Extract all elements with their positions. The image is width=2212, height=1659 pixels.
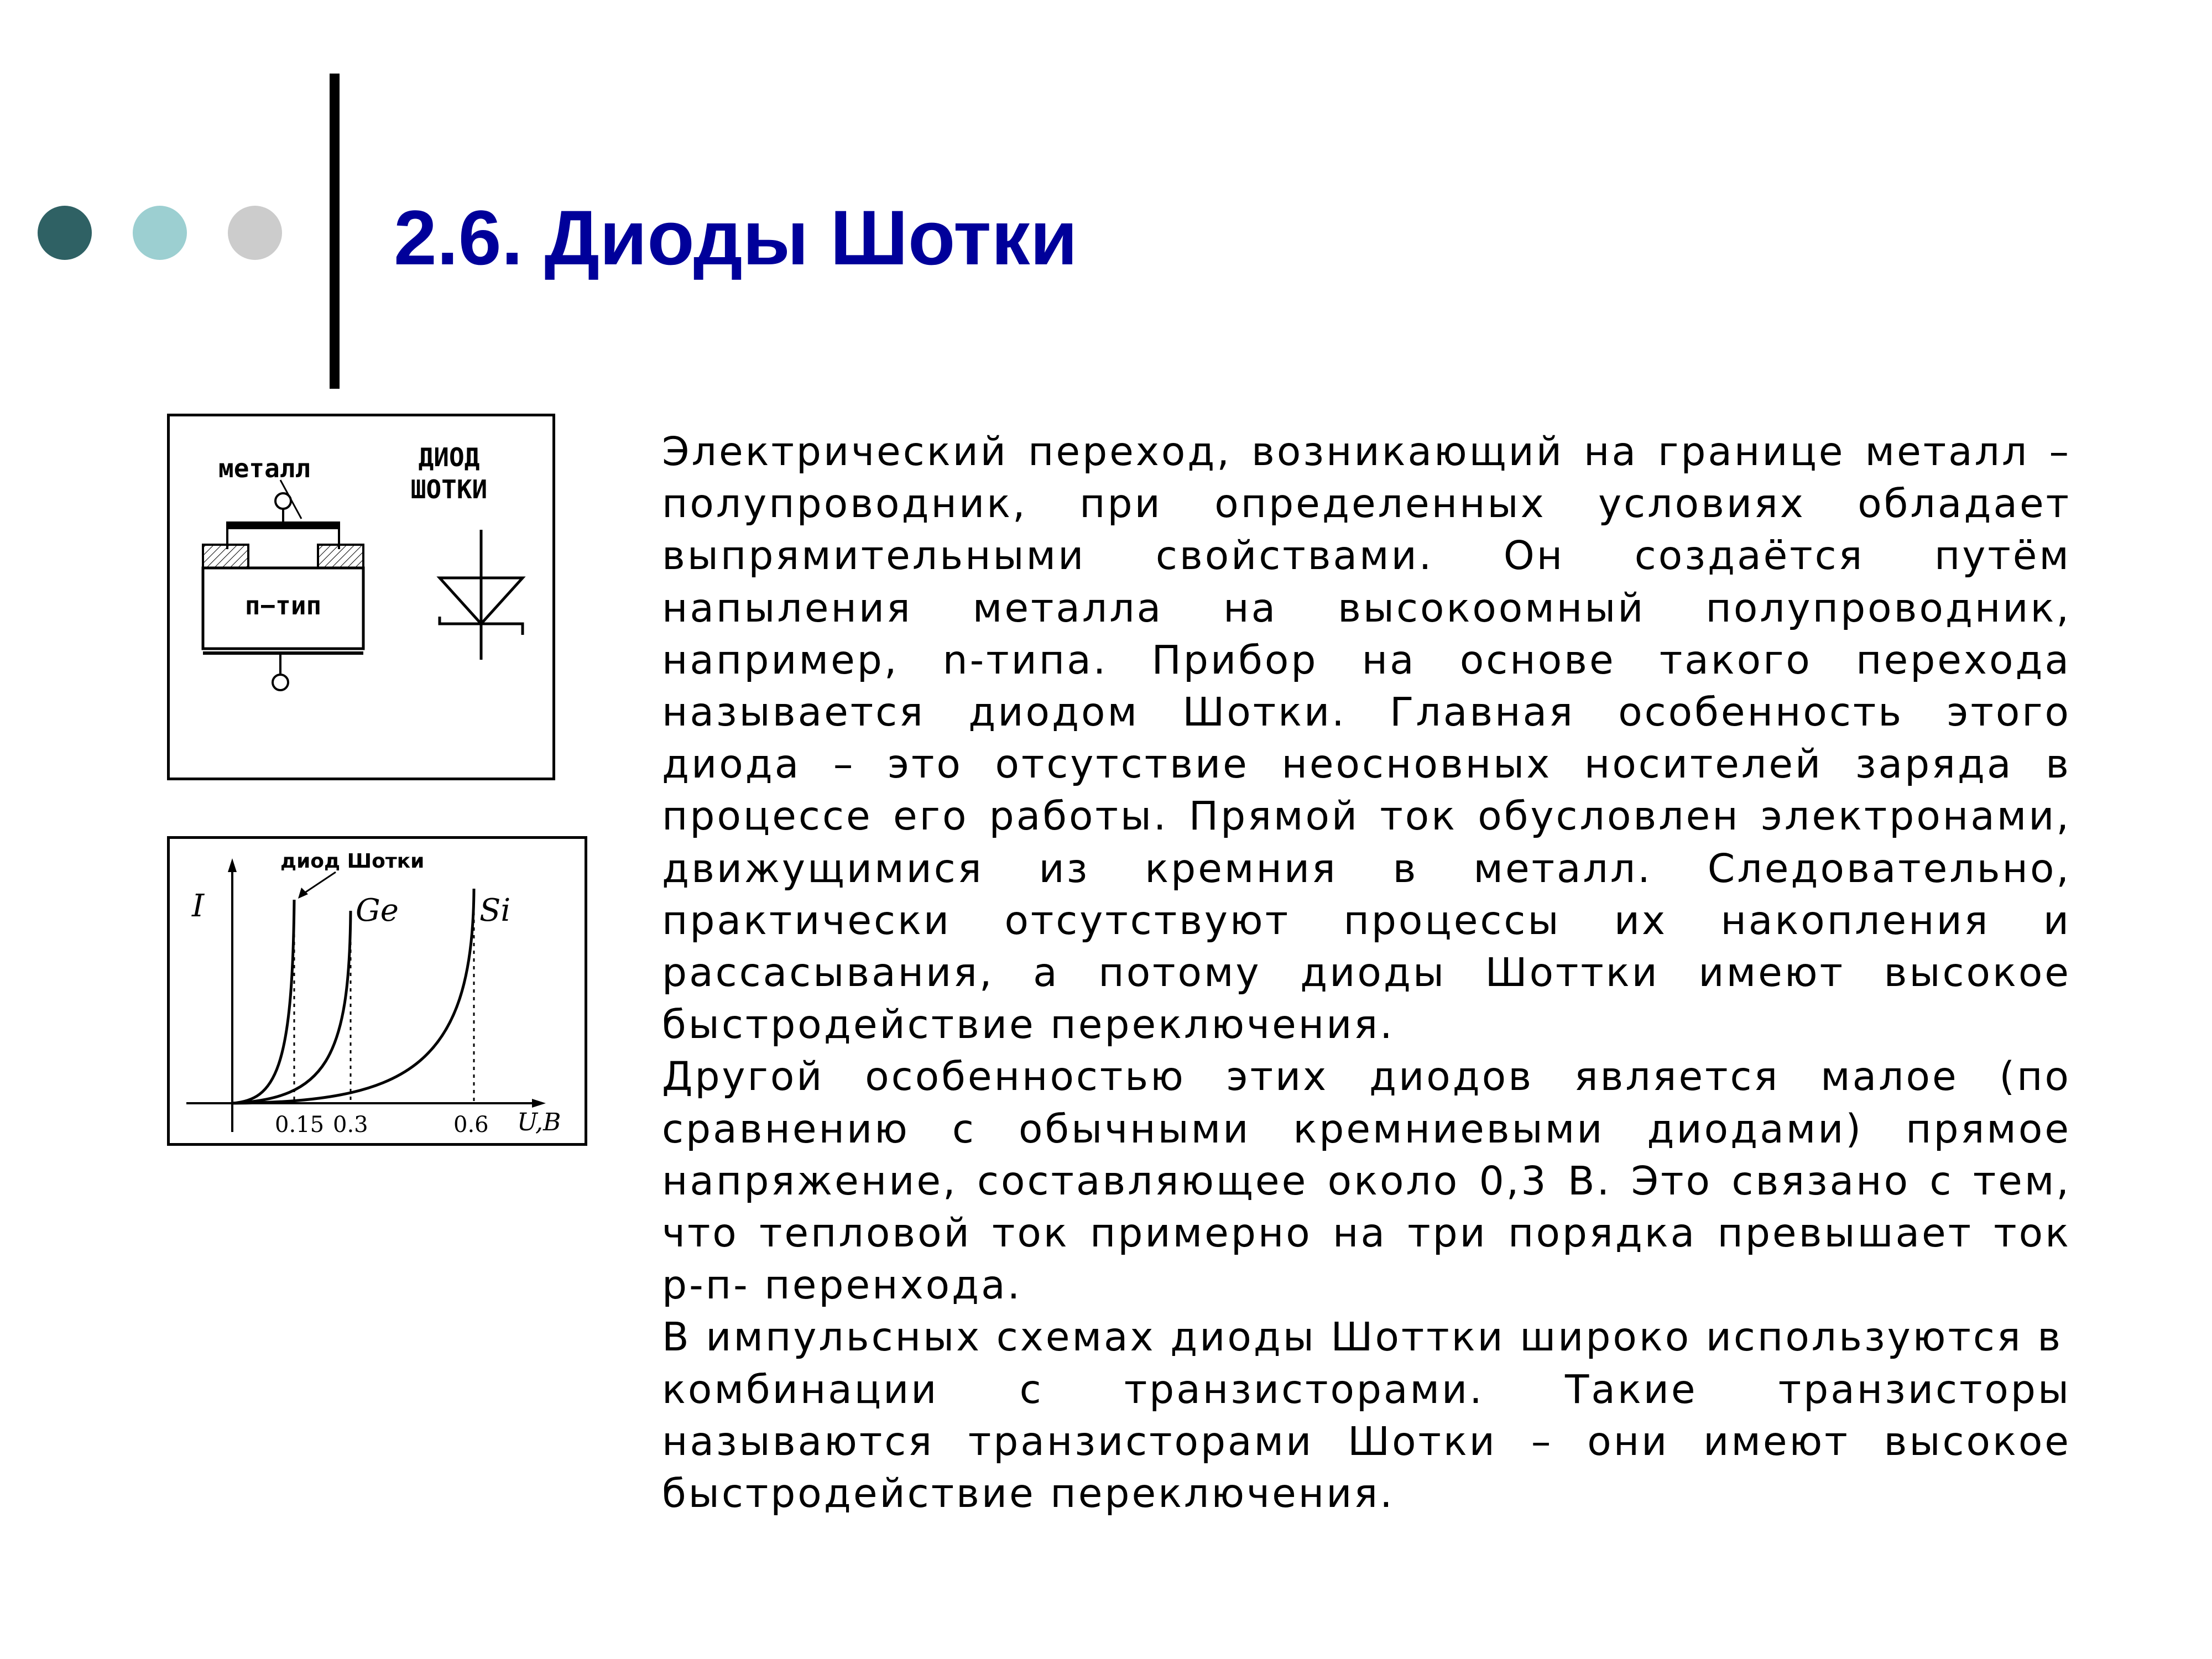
- paragraph-3a: В импульсных схемах диоды Шоттки широко используются в: [662, 1314, 2063, 1360]
- schottky-curve: [232, 900, 294, 1103]
- iv-graph: [170, 839, 585, 1143]
- metal-contact: [227, 521, 339, 529]
- decor-dot-teal: [133, 206, 187, 260]
- oxide-right: [318, 545, 363, 568]
- title-divider: [330, 74, 340, 389]
- annotation-arrow: [302, 872, 336, 894]
- paragraph-1: Электрический переход, возникающий на границе металл – полупроводник, при определенных условиях обладает выпрямительными свойствами. Он создаётся путём напыления металла на высокоомный полупроводник, например, n-типа. Прибор на основе такого перехода называется диодом Шотки. Главная особенность этого диода – это отсутствие неосновных носителей заряда в процессе его работы. Прямой ток обусловлен электронами, движущимися из кремния в металл. Следовательно, практически отсутствуют процессы их накопления и рассасывания, а потому диоды Шоттки имеют высокое быстродействие переключения.: [662, 429, 2071, 1048]
- structure-diagram: [170, 416, 552, 778]
- metal-label: металл: [218, 453, 311, 483]
- schottky-structure-figure: [167, 414, 555, 780]
- x-axis-label: U,B: [517, 1108, 561, 1136]
- decor-dot-gray: [228, 206, 282, 260]
- schottky-annotation: диод Шотки: [280, 850, 425, 873]
- si-label: Si: [479, 893, 511, 928]
- body-text: [662, 426, 2071, 1520]
- si-curve: [232, 889, 474, 1103]
- page-title: 2.6. Диоды Шотки: [394, 194, 1078, 281]
- y-axis-label: I: [192, 888, 205, 924]
- ge-curve: [232, 911, 351, 1103]
- bottom-terminal: [273, 675, 288, 690]
- decor-dot-dark: [38, 206, 92, 260]
- paragraph-2: Другой особенностью этих диодов является малое (по сравнению с обычными кремниевыми диодами) прямое напряжение, составляющее около 0,3 В. Это связано с тем, что тепловой ток примерно на три порядка превышает ток р-п- перенхода.: [662, 1053, 2071, 1308]
- paragraph-3b: комбинации с транзисторами. Такие транзисторы называются транзисторами Шотки – они имеют высокое быстродействие переключения.: [662, 1366, 2071, 1517]
- tick-0.15: 0.15: [275, 1112, 325, 1138]
- diode-label-line1: ДИОД: [418, 442, 480, 472]
- iv-characteristic-figure: [167, 836, 587, 1146]
- tick-0.6: 0.6: [453, 1112, 489, 1138]
- tick-0.3: 0.3: [333, 1112, 368, 1138]
- diode-label-line2: ШОТКИ: [410, 474, 488, 504]
- n-type-label: п−тип: [244, 591, 322, 620]
- oxide-left: [203, 545, 248, 568]
- ge-label: Ge: [356, 893, 399, 928]
- schottky-diode-symbol: [440, 530, 523, 660]
